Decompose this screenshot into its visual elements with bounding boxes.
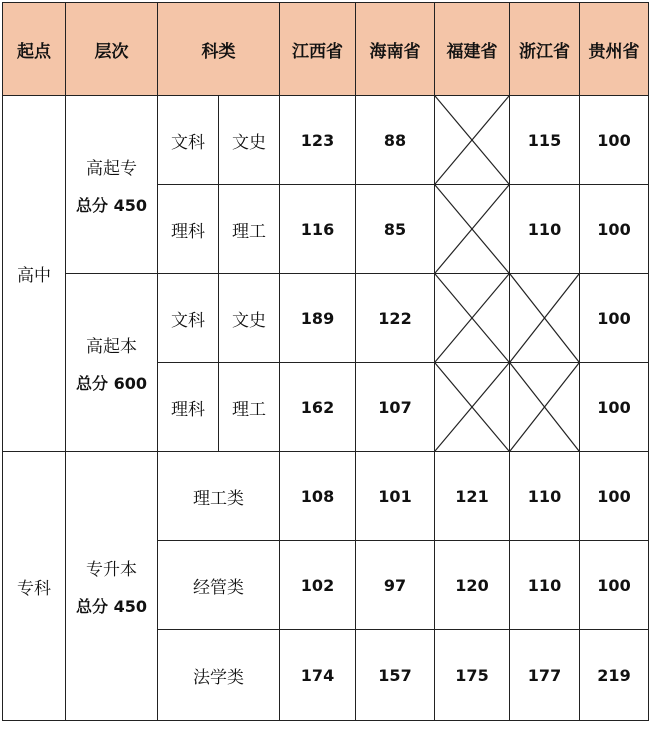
header-category: 科类 — [158, 3, 280, 96]
header-row — [3, 3, 649, 96]
score-cell: 100 — [580, 274, 649, 363]
level-total: 总分 450 — [76, 195, 147, 215]
score-cell: 120 — [435, 541, 510, 630]
not-applicable-cell — [435, 363, 510, 452]
level-zhuanshengben — [66, 452, 158, 721]
level-name: 专升本 — [86, 560, 137, 580]
score-cell: 162 — [280, 363, 356, 452]
level-name: 高起本 — [86, 336, 137, 357]
track-cell: 文史 — [219, 274, 280, 363]
track-cell: 理工 — [219, 185, 280, 274]
score-cell: 108 — [280, 452, 356, 541]
score-cell: 121 — [435, 452, 510, 541]
header-province-guizhou: 贵州省 — [580, 3, 649, 96]
not-applicable-cell — [510, 363, 580, 452]
category-cell: 法学类 — [158, 630, 280, 721]
score-cell: 102 — [280, 541, 356, 630]
score-cell: 110 — [510, 185, 580, 274]
table-row — [3, 96, 649, 185]
score-cell: 115 — [510, 96, 580, 185]
score-cell: 101 — [356, 452, 435, 541]
score-cell: 123 — [280, 96, 356, 185]
subject-cell: 理科 — [158, 363, 219, 452]
score-cell: 177 — [510, 630, 580, 721]
score-cell: 175 — [435, 630, 510, 721]
track-cell: 理工 — [219, 363, 280, 452]
header-province-fujian: 福建省 — [435, 3, 510, 96]
score-cell: 100 — [580, 185, 649, 274]
header-province-zhejiang: 浙江省 — [510, 3, 580, 96]
level-gaoqiben — [66, 274, 158, 452]
score-cell: 97 — [356, 541, 435, 630]
score-cell: 107 — [356, 363, 435, 452]
subject-cell: 文科 — [158, 274, 219, 363]
header-start: 起点 — [3, 3, 66, 96]
group-high-school: 高中 — [3, 96, 66, 452]
score-cell: 100 — [580, 363, 649, 452]
score-cell: 157 — [356, 630, 435, 721]
level-total: 总分 450 — [76, 597, 147, 616]
category-cell: 经管类 — [158, 541, 280, 630]
not-applicable-cell — [435, 185, 510, 274]
score-cell: 85 — [356, 185, 435, 274]
subject-cell: 理科 — [158, 185, 219, 274]
not-applicable-cell — [435, 96, 510, 185]
subject-cell: 文科 — [158, 96, 219, 185]
table-row — [3, 274, 649, 363]
score-cell: 88 — [356, 96, 435, 185]
group-junior-college: 专科 — [3, 452, 66, 721]
score-cell: 100 — [580, 452, 649, 541]
header-level: 层次 — [66, 3, 158, 96]
header-province-hainan: 海南省 — [356, 3, 435, 96]
score-cell: 110 — [510, 452, 580, 541]
not-applicable-cell — [435, 274, 510, 363]
not-applicable-cell — [510, 274, 580, 363]
score-cell: 100 — [580, 96, 649, 185]
level-total: 总分 600 — [76, 373, 147, 393]
level-gaoqizhuan — [66, 96, 158, 274]
track-cell: 文史 — [219, 96, 280, 185]
level-name: 高起专 — [86, 158, 137, 179]
category-cell: 理工类 — [158, 452, 280, 541]
score-cell: 219 — [580, 630, 649, 721]
table-row — [3, 452, 649, 541]
score-cell: 116 — [280, 185, 356, 274]
score-cell: 122 — [356, 274, 435, 363]
admission-score-table — [2, 2, 649, 721]
score-cell: 100 — [580, 541, 649, 630]
score-cell: 110 — [510, 541, 580, 630]
header-province-jiangxi: 江西省 — [280, 3, 356, 96]
score-cell: 189 — [280, 274, 356, 363]
score-cell: 174 — [280, 630, 356, 721]
